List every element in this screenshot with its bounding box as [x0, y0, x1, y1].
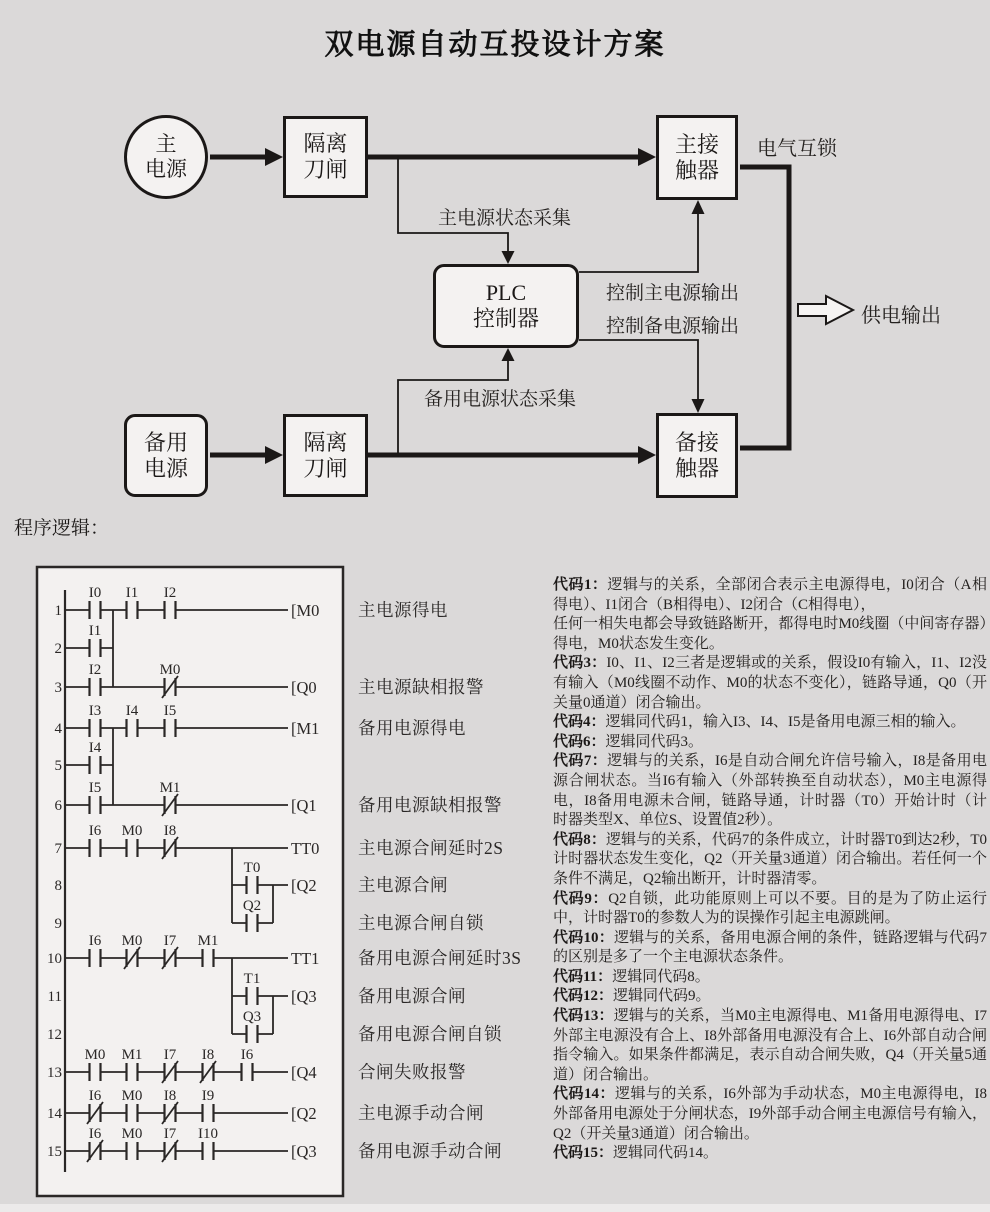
contact-label: I1: [88, 623, 102, 639]
contact-label: Q3: [242, 1009, 262, 1025]
rung-description: 备用电源合闸: [358, 986, 466, 1006]
contact-label: I8: [163, 823, 177, 839]
contact-label: M0: [121, 823, 143, 839]
backup-isolator-label-2: 刀闸: [303, 455, 348, 481]
contact-label: I2: [88, 662, 102, 678]
backup-power-label: 备用: [143, 429, 188, 455]
note-code-label: 代码15：: [553, 1145, 614, 1162]
contact-gap: [90, 1061, 101, 1083]
contact-gap: [127, 837, 138, 859]
contact-gap: [165, 599, 176, 621]
contact-gap: [242, 1061, 253, 1083]
contact-gap: [247, 985, 258, 1007]
contact-label: M1: [197, 933, 219, 949]
contact-gap: [90, 947, 101, 969]
contact-label: I6: [88, 823, 102, 839]
rung-output-label: [Q3: [291, 987, 317, 1006]
contact-gap: [203, 1102, 214, 1124]
rung-output-label: TT0: [291, 839, 320, 858]
rung-output-label: [Q0: [291, 678, 317, 697]
contact-gap: [90, 717, 101, 739]
contact-label: I7: [163, 1126, 177, 1142]
contact-label: I8: [163, 1088, 177, 1104]
rung-output-label: [Q3: [291, 1142, 317, 1161]
contact-gap: [127, 1102, 138, 1124]
note-paragraph: 代码4：逻辑同代码1，输入I3、I4、I5是备用电源三相的输入。: [553, 714, 966, 731]
rung-number: 8: [54, 878, 62, 894]
backup-contactor-label-2: 触器: [674, 455, 719, 481]
rung-number: 3: [54, 680, 62, 696]
rung-output-label: [Q2: [291, 1104, 317, 1123]
note-code-label: 代码9：: [553, 890, 609, 907]
contact-label: I3: [88, 703, 102, 719]
plc-label-2: 控制器: [472, 306, 539, 331]
contact-gap: [203, 947, 214, 969]
note-code-label: 代码6：: [553, 733, 606, 750]
backup-contactor-node: [656, 413, 738, 498]
note-code-label: 代码7：: [553, 753, 608, 770]
supply-output-label: 供电输出: [861, 305, 941, 327]
main-status-label: 主电源状态采集: [438, 208, 572, 229]
contact-label: Q2: [242, 898, 262, 914]
contact-label: M1: [159, 780, 181, 796]
ctrl-main-output-label: 控制主电源输出: [606, 283, 740, 304]
note-code-label: 代码11：: [553, 968, 613, 985]
rung-output-label: [Q2: [291, 876, 317, 895]
contact-label: I6: [240, 1047, 254, 1063]
contact-label: T0: [243, 860, 261, 876]
note-paragraph: 任何一相失电都会导致链路断开，都得电时M0线圈（中间寄存器）得电，M0状态发生变化。: [553, 616, 987, 652]
rung-output-label: [M1: [291, 719, 320, 738]
rung-number: 2: [54, 641, 62, 657]
note-paragraph: 代码8：逻辑与的关系，代码7的条件成立，计时器T0到达2秒，T0计时器状态发生变化，Q2（开关量3通道）闭合输出。若任何一个条件不满足，Q2输出断开，计时器清零。: [553, 831, 987, 887]
contact-gap: [247, 912, 258, 934]
rung-description: 合闸失败报警: [358, 1062, 466, 1082]
contact-label: I6: [88, 1126, 102, 1142]
contact-gap: [127, 1061, 138, 1083]
rung-number: 9: [54, 916, 62, 932]
program-logic-section-label: 程序逻辑：: [14, 518, 110, 539]
interlock-label: 电气互锁: [757, 138, 837, 160]
main-power-node: [124, 115, 208, 199]
note-paragraph: 代码1：逻辑与的关系，全部闭合表示主电源得电，I0闭合（A相得电）、I1闭合（B相得电）、I2闭合（C相得电），: [553, 577, 987, 613]
contact-gap: [90, 754, 101, 776]
rung-number: 13: [47, 1065, 62, 1081]
note-code-label: 代码13：: [553, 1008, 614, 1025]
main-isolator-label: 隔离: [303, 131, 348, 157]
contact-gap: [203, 1140, 214, 1162]
note-paragraph: 代码15：逻辑同代码14。: [553, 1145, 719, 1162]
rung-output-label: [M0: [291, 601, 320, 620]
note-code-label: 代码12：: [553, 988, 614, 1005]
note-paragraph: 代码14：逻辑与的关系，I6外部为手动状态，M0主电源得电，I8外部备用电源处于分闸状态，I9外部手动合闸主电源信号有输入，Q2（开关量3通道）闭合输出。: [553, 1086, 987, 1142]
note-paragraph: 代码13：逻辑与的关系，当M0主电源得电、M1备用电源得电、I7外部主电源没有合上、I8外部备用电源没有合上、I6外部自动合闸指令输入。如果条件都满足，表示自动合闸失败，Q4（开关量5通道）闭合输出。: [553, 1008, 987, 1083]
rung-number: 12: [47, 1027, 62, 1043]
main-contactor-node: [656, 115, 738, 200]
rung-number: 14: [47, 1106, 62, 1122]
contact-gap: [247, 874, 258, 896]
rung-description: 备用电源得电: [358, 718, 466, 738]
note-code-label: 代码4：: [553, 714, 606, 731]
backup-isolator-node: [283, 414, 368, 497]
contact-label: I0: [88, 585, 102, 601]
plc-controller-node: [433, 264, 579, 348]
rung-number: 15: [47, 1144, 62, 1160]
contact-gap: [247, 1023, 258, 1045]
rung-number: 11: [47, 989, 62, 1005]
note-paragraph: 代码11：逻辑同代码8。: [553, 968, 710, 985]
main-power-label: 主: [155, 132, 177, 157]
rung-output-label: TT1: [291, 949, 320, 968]
rung-number: 4: [54, 721, 62, 737]
contact-gap: [127, 1140, 138, 1162]
rung-description: 备用电源合闸延时3S: [358, 948, 522, 968]
rung-number: 10: [47, 951, 62, 967]
note-paragraph: 代码12：逻辑同代码9。: [553, 988, 711, 1005]
note-paragraph: 代码7：逻辑与的关系，I6是自动合闸允许信号输入，I8是备用电源合闸状态。当I6有输入（外部转换至自动状态），M0主电源得电，I8备用电源未合闸，链路导通，计时器（T0）开始计时（计时器类型X、单位S、设置值2秒）。: [553, 753, 987, 829]
contact-label: I4: [125, 703, 139, 719]
rung-description: 备用电源缺相报警: [358, 795, 502, 815]
contact-label: M0: [84, 1047, 106, 1063]
contact-label: M0: [121, 933, 143, 949]
note-paragraph: 代码10：逻辑与的关系，备用电源合闸的条件，链路逻辑与代码7的区别是多了一个主电源状态条件。: [553, 929, 987, 966]
rung-description: 主电源合闸: [358, 875, 448, 895]
rung-description: 主电源手动合闸: [358, 1103, 484, 1123]
contact-label: I9: [201, 1088, 215, 1104]
contact-label: M0: [159, 662, 181, 678]
bottom-strip: [0, 1204, 990, 1212]
rung-description: 备用电源手动合闸: [358, 1141, 502, 1161]
rung-description: 主电源得电: [358, 600, 448, 620]
rung-description: 主电源合闸延时2S: [358, 838, 504, 858]
rung-description: 主电源合闸自锁: [358, 913, 484, 933]
contact-label: M0: [121, 1126, 143, 1142]
contact-label: I1: [125, 585, 139, 601]
ladder-group: [37, 567, 521, 1196]
rung-description: 主电源缺相报警: [358, 677, 484, 697]
contact-gap: [90, 676, 101, 698]
plc-label: PLC: [485, 280, 527, 306]
contact-label: M0: [121, 1088, 143, 1104]
note-code-label: 代码10：: [553, 929, 614, 946]
main-isolator-node: [283, 116, 368, 198]
contact-label: I5: [88, 780, 102, 796]
note-code-label: 代码1：: [553, 577, 608, 593]
note-code-label: 代码3：: [553, 655, 607, 672]
contact-gap: [127, 599, 138, 621]
note-paragraph: 代码3：I0、I1、I2三者是逻辑或的关系，假设I0有输入，I1、I2没有输入（M0线圈不动作、M0的状态不变化），链路导通，Q0（开关量0通道）闭合输出。: [553, 655, 987, 711]
contact-label: I6: [88, 1088, 102, 1104]
rung-description: 备用电源合闸自锁: [358, 1024, 502, 1044]
backup-power-node: [124, 414, 208, 497]
contact-label: T1: [243, 971, 261, 987]
contact-gap: [165, 717, 176, 739]
main-contactor-label-2: 触器: [674, 157, 719, 183]
contact-label: I4: [88, 740, 102, 756]
rung-number: 1: [54, 603, 62, 619]
main-isolator-label-2: 刀闸: [303, 157, 348, 182]
main-contactor-label: 主接: [674, 131, 719, 157]
backup-power-label-2: 电源: [143, 455, 188, 481]
main-power-label-2: 电源: [145, 157, 187, 181]
rung-number: 5: [54, 758, 62, 774]
notes-panel: [553, 576, 987, 1164]
contact-label: I7: [163, 933, 177, 949]
note-code-label: 代码8：: [553, 831, 606, 848]
rung-output-label: [Q1: [291, 796, 317, 815]
contact-gap: [90, 637, 101, 659]
backup-contactor-label: 备接: [674, 429, 719, 455]
page-title: 双电源自动互投设计方案: [324, 29, 666, 61]
contact-label: I2: [163, 585, 177, 601]
contact-gap: [90, 837, 101, 859]
note-code-label: 代码14：: [553, 1086, 615, 1103]
rung-output-label: [Q4: [291, 1063, 317, 1082]
contact-gap: [90, 794, 101, 816]
contact-label: I7: [163, 1047, 177, 1063]
contact-label: I6: [88, 933, 102, 949]
rung-number: 7: [54, 841, 62, 857]
backup-status-label: 备用电源状态采集: [424, 389, 577, 410]
contact-label: I10: [198, 1126, 218, 1142]
contact-gap: [127, 717, 138, 739]
ctrl-backup-output-label: 控制备电源输出: [606, 316, 740, 337]
contact-label: I8: [201, 1047, 215, 1063]
note-paragraph: 代码6：逻辑同代码3。: [553, 733, 704, 750]
backup-isolator-label: 隔离: [303, 429, 348, 455]
contact-gap: [90, 599, 101, 621]
contact-label: I5: [163, 703, 177, 719]
rung-number: 6: [54, 798, 62, 814]
note-paragraph: 代码9：Q2自锁，此功能原则上可以不要。目的是为了防止运行中，计时器T0的参数人为的误操作引起主电源跳闸。: [553, 890, 987, 927]
contact-label: M1: [121, 1047, 143, 1063]
